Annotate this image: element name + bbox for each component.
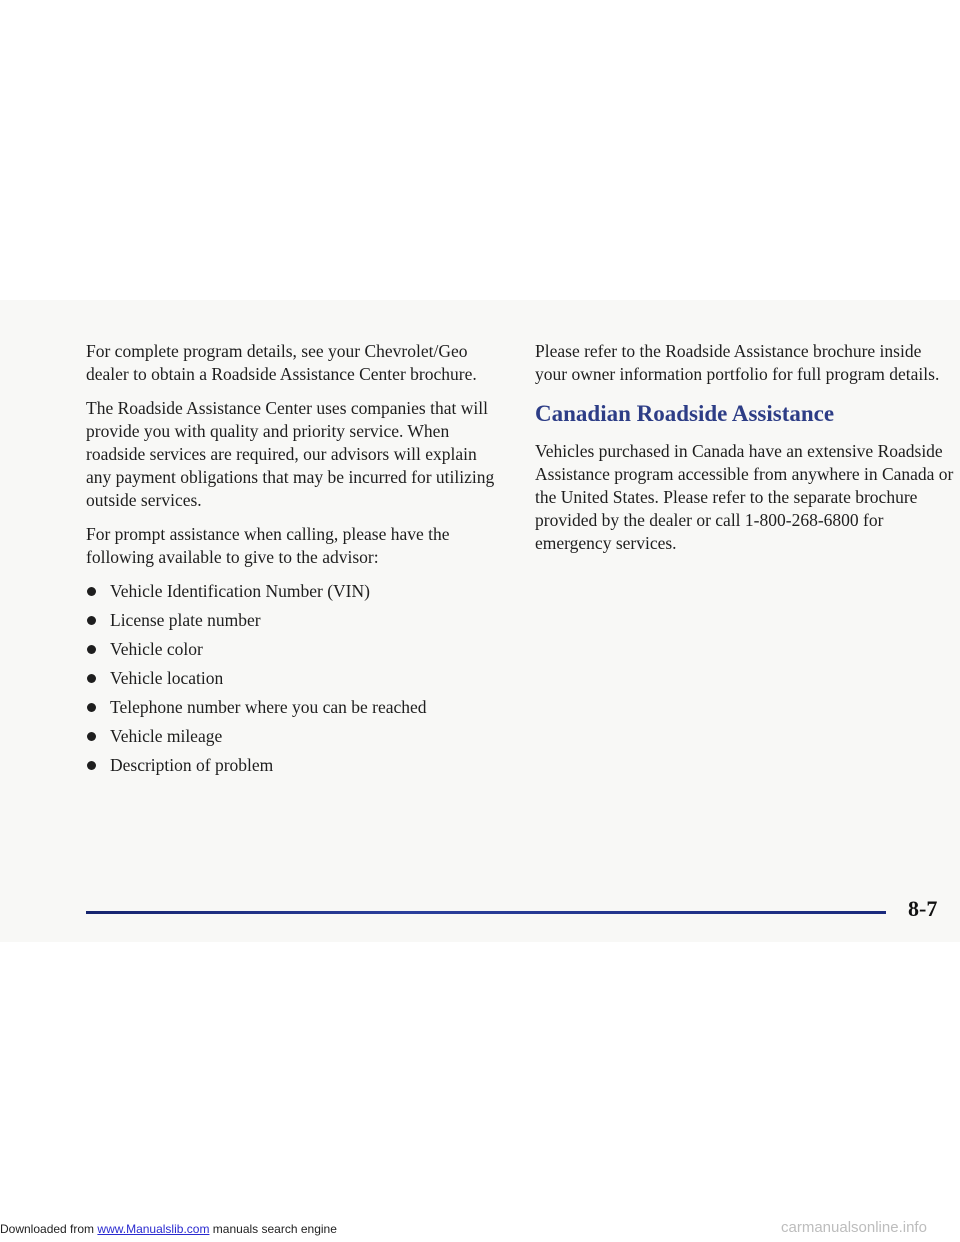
manualslib-link[interactable]: www.Manualslib.com — [97, 1222, 210, 1236]
paragraph-prompt-assistance: For prompt assistance when calling, please have the following available to give to the advisor: — [86, 524, 450, 567]
list-item — [86, 638, 506, 667]
list-item — [86, 725, 506, 754]
list-item-text: Vehicle mileage — [110, 726, 223, 746]
paragraph-canadian-program: Vehicles purchased in Canada have an extensive Roadside Assistance program accessible from anywhere in Canada or the United States. Please refer to the separate brochure provided by the dealer or call 1-800-268-6800 for emergency services. — [535, 441, 954, 553]
paragraph-roadside-center: The Roadside Assistance Center uses companies that will provide you with quality and priority service. When roadside services are required, our advisors will explain any payment obligations that may be incurred for utilizing outside services. — [86, 398, 495, 510]
list-item — [86, 609, 506, 638]
list-item — [86, 580, 506, 609]
list-item-text: Vehicle color — [110, 639, 203, 659]
bullet-icon — [87, 732, 96, 741]
bullet-icon — [87, 674, 96, 683]
footer-rule — [86, 911, 886, 914]
list-item — [86, 754, 506, 783]
section-heading-canadian-roadside: Canadian Roadside Assistance — [535, 401, 835, 426]
list-item-text: Telephone number where you can be reached — [110, 697, 427, 717]
bullet-icon — [87, 645, 96, 654]
download-source-bar — [0, 1222, 337, 1236]
advisor-info-list — [86, 580, 506, 783]
left-column — [86, 340, 506, 783]
right-column — [535, 340, 955, 566]
paragraph-brochure-reference: Please refer to the Roadside Assistance brochure inside your owner information portfolio for full program details. — [535, 341, 940, 384]
list-item — [86, 667, 506, 696]
watermark: carmanualsonline.info — [781, 1219, 927, 1236]
download-suffix: manuals search engine — [212, 1222, 337, 1236]
list-item-text: Vehicle Identification Number (VIN) — [110, 581, 370, 601]
list-item-text: Description of problem — [110, 755, 274, 775]
list-item — [86, 696, 506, 725]
download-prefix: Downloaded from — [0, 1222, 95, 1236]
bullet-icon — [87, 587, 96, 596]
bullet-icon — [87, 703, 96, 712]
list-item-text: Vehicle location — [110, 668, 224, 688]
bullet-icon — [87, 761, 96, 770]
bullet-icon — [87, 616, 96, 625]
page-number: 8-7 — [908, 896, 938, 921]
list-item-text: License plate number — [110, 610, 261, 630]
paragraph-program-details: For complete program details, see your Chevrolet/Geo dealer to obtain a Roadside Assistance Center brochure. — [86, 341, 477, 384]
